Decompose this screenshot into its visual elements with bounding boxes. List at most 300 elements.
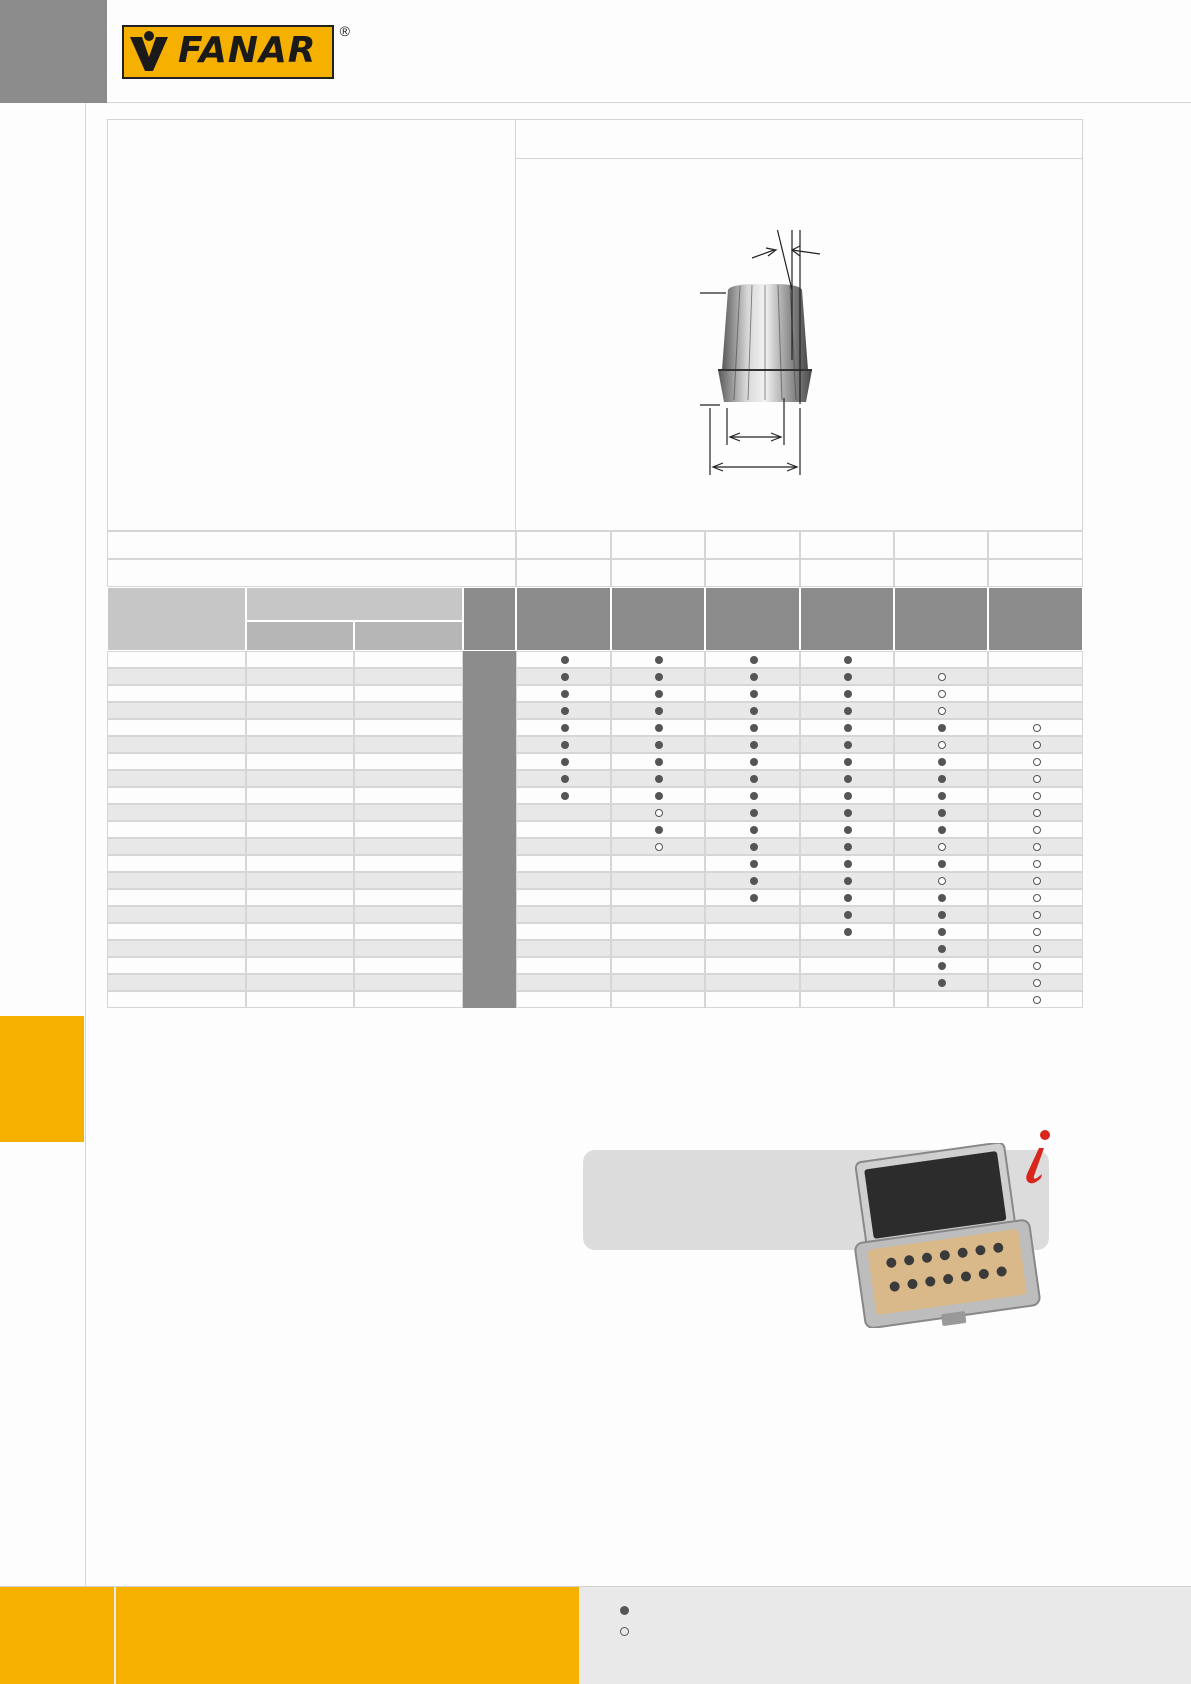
- table-cell: [705, 736, 800, 753]
- filled-circle-icon: [655, 741, 663, 749]
- filled-circle-icon: [844, 724, 852, 732]
- table-cell: [611, 821, 705, 838]
- table-row-size: [463, 719, 516, 736]
- table-cell: [988, 668, 1083, 685]
- table-row-cell: [107, 821, 246, 838]
- table-row-cell: [246, 753, 354, 770]
- table-cell: [516, 991, 611, 1008]
- table-cell: [611, 923, 705, 940]
- table-row-cell: [246, 736, 354, 753]
- filled-circle-icon: [655, 792, 663, 800]
- collet-set-case-image: [840, 1143, 1050, 1328]
- table-row-cell: [354, 855, 463, 872]
- table-cell: [516, 974, 611, 991]
- table-cell: [516, 957, 611, 974]
- table-row-size: [463, 651, 516, 668]
- filled-circle-icon: [655, 673, 663, 681]
- table-cell: [705, 753, 800, 770]
- filled-circle-icon: [655, 826, 663, 834]
- table-cell: [988, 889, 1083, 906]
- table-cell: [611, 838, 705, 855]
- filled-circle-icon: [844, 741, 852, 749]
- table-cell: [705, 889, 800, 906]
- spec-row-label: [107, 559, 516, 587]
- filled-circle-icon: [938, 826, 946, 834]
- table-row-cell: [246, 872, 354, 889]
- logo-wordmark: FANAR: [178, 30, 317, 71]
- filled-circle-icon: [844, 843, 852, 851]
- table-cell: [705, 668, 800, 685]
- spec-row-cell: [516, 531, 611, 559]
- spec-row-cell: [611, 559, 705, 587]
- table-cell: [988, 719, 1083, 736]
- table-row-size: [463, 889, 516, 906]
- header-subcell: [246, 621, 354, 651]
- table-cell: [800, 753, 894, 770]
- filled-circle-icon: [844, 826, 852, 834]
- header-type-column: [611, 587, 705, 651]
- table-cell: [516, 940, 611, 957]
- table-cell: [705, 787, 800, 804]
- filled-circle-icon: [938, 945, 946, 953]
- table-cell: [800, 906, 894, 923]
- table-cell: [988, 838, 1083, 855]
- filled-circle-icon: [750, 724, 758, 732]
- table-row-size: [463, 872, 516, 889]
- table-cell: [516, 702, 611, 719]
- table-row-cell: [246, 651, 354, 668]
- open-circle-icon: [1033, 826, 1041, 834]
- table-row-size: [463, 804, 516, 821]
- table-cell: [516, 685, 611, 702]
- table-row-size: [463, 906, 516, 923]
- filled-circle-icon: [844, 894, 852, 902]
- table-cell: [516, 889, 611, 906]
- footer-page-tab: [0, 1587, 114, 1684]
- table-cell: [800, 736, 894, 753]
- open-circle-icon: [1033, 758, 1041, 766]
- open-circle-icon: [1033, 979, 1041, 987]
- table-cell: [894, 804, 988, 821]
- table-cell: [988, 940, 1083, 957]
- open-circle-icon: [938, 877, 946, 885]
- footer-title-band: [116, 1587, 579, 1684]
- table-row-cell: [107, 855, 246, 872]
- filled-circle-icon: [750, 656, 758, 664]
- filled-circle-icon: [655, 758, 663, 766]
- table-cell: [988, 872, 1083, 889]
- header-group-cell: [246, 587, 463, 621]
- table-row-cell: [246, 838, 354, 855]
- table-row-cell: [107, 685, 246, 702]
- header-type-column: [705, 587, 800, 651]
- filled-circle-icon: [655, 690, 663, 698]
- table-cell: [894, 685, 988, 702]
- table-row-cell: [246, 940, 354, 957]
- spec-row-cell: [705, 559, 800, 587]
- table-cell: [705, 957, 800, 974]
- table-cell: [894, 940, 988, 957]
- table-cell: [611, 770, 705, 787]
- table-cell: [894, 957, 988, 974]
- open-circle-icon: [938, 843, 946, 851]
- table-row-cell: [246, 719, 354, 736]
- logo-v-mark: [124, 27, 174, 77]
- table-cell: [800, 889, 894, 906]
- open-circle-icon: [1033, 945, 1041, 953]
- table-row-cell: [354, 838, 463, 855]
- filled-circle-icon: [844, 758, 852, 766]
- open-circle-icon: [655, 843, 663, 851]
- table-cell: [988, 906, 1083, 923]
- info-icon[interactable]: [1024, 1128, 1054, 1188]
- open-circle-icon: [1033, 843, 1041, 851]
- spec-row-cell: [988, 531, 1083, 559]
- table-cell: [705, 719, 800, 736]
- filled-circle-icon: [938, 860, 946, 868]
- filled-circle-icon: [938, 928, 946, 936]
- table-row-cell: [107, 668, 246, 685]
- table-row-cell: [354, 974, 463, 991]
- filled-circle-icon: [844, 809, 852, 817]
- filled-circle-icon: [561, 741, 569, 749]
- table-cell: [611, 872, 705, 889]
- table-cell: [988, 651, 1083, 668]
- table-cell: [516, 804, 611, 821]
- spec-row-cell: [516, 559, 611, 587]
- open-circle-icon: [1033, 860, 1041, 868]
- spec-row-cell: [800, 531, 894, 559]
- filled-circle-icon: [561, 673, 569, 681]
- corner-block: [0, 0, 107, 103]
- filled-circle-icon: [938, 809, 946, 817]
- registered-mark: ®: [339, 23, 350, 39]
- filled-circle-icon: [750, 673, 758, 681]
- filled-circle-icon: [750, 690, 758, 698]
- header-type-column: [800, 587, 894, 651]
- open-circle-icon: [1033, 741, 1041, 749]
- table-row-cell: [107, 872, 246, 889]
- table-row-cell: [354, 770, 463, 787]
- table-cell: [800, 957, 894, 974]
- filled-circle-icon: [655, 656, 663, 664]
- header-type-column: [516, 587, 611, 651]
- table-cell: [894, 974, 988, 991]
- left-margin-rule: [85, 103, 86, 1587]
- table-row-cell: [107, 889, 246, 906]
- table-cell: [894, 923, 988, 940]
- filled-circle-icon: [655, 775, 663, 783]
- table-row-cell: [107, 804, 246, 821]
- table-row-cell: [246, 770, 354, 787]
- header-type-column: [988, 587, 1083, 651]
- open-circle-icon: [938, 741, 946, 749]
- table-row-cell: [246, 821, 354, 838]
- table-cell: [894, 651, 988, 668]
- table-cell: [800, 651, 894, 668]
- filled-circle-icon: [561, 690, 569, 698]
- table-row-cell: [246, 889, 354, 906]
- table-row-cell: [107, 838, 246, 855]
- table-row-cell: [354, 804, 463, 821]
- table-row-cell: [246, 685, 354, 702]
- table-cell: [516, 872, 611, 889]
- table-cell: [988, 804, 1083, 821]
- table-cell: [611, 719, 705, 736]
- table-cell: [611, 668, 705, 685]
- table-cell: [611, 906, 705, 923]
- spec-row-cell: [894, 559, 988, 587]
- table-row-size: [463, 787, 516, 804]
- table-row-cell: [354, 923, 463, 940]
- table-cell: [516, 736, 611, 753]
- open-circle-icon: [1033, 775, 1041, 783]
- table-row-size: [463, 957, 516, 974]
- spec-row-label: [107, 531, 516, 559]
- table-cell: [894, 770, 988, 787]
- table-row-cell: [354, 787, 463, 804]
- table-cell: [611, 991, 705, 1008]
- table-cell: [800, 872, 894, 889]
- table-cell: [894, 855, 988, 872]
- table-row-cell: [246, 974, 354, 991]
- open-circle-icon: [1033, 724, 1041, 732]
- table-cell: [800, 804, 894, 821]
- filled-circle-icon: [561, 758, 569, 766]
- spec-row-cell: [611, 531, 705, 559]
- open-circle-icon: [1033, 877, 1041, 885]
- filled-circle-icon: [938, 758, 946, 766]
- table-cell: [988, 957, 1083, 974]
- open-circle-icon: [1033, 809, 1041, 817]
- table-cell: [894, 719, 988, 736]
- filled-circle-icon: [844, 877, 852, 885]
- filled-circle-icon: [750, 792, 758, 800]
- filled-circle-icon: [844, 928, 852, 936]
- filled-circle-icon: [844, 656, 852, 664]
- filled-circle-icon: [844, 690, 852, 698]
- open-circle-icon: [655, 809, 663, 817]
- table-cell: [705, 770, 800, 787]
- table-row-cell: [107, 651, 246, 668]
- header-divider: [107, 102, 1191, 103]
- table-cell: [894, 736, 988, 753]
- table-row-size: [463, 991, 516, 1008]
- table-cell: [800, 855, 894, 872]
- table-cell: [611, 804, 705, 821]
- table-row-cell: [107, 991, 246, 1008]
- spec-row-cell: [894, 531, 988, 559]
- table-cell: [516, 923, 611, 940]
- open-circle-icon: [1033, 996, 1041, 1004]
- table-row-cell: [354, 821, 463, 838]
- table-cell: [705, 940, 800, 957]
- filled-circle-icon: [750, 758, 758, 766]
- table-cell: [988, 855, 1083, 872]
- table-cell: [516, 838, 611, 855]
- section-tab[interactable]: [0, 1016, 84, 1142]
- filled-circle-icon: [750, 860, 758, 868]
- open-circle-icon: [1033, 911, 1041, 919]
- table-cell: [705, 974, 800, 991]
- fanar-logo: [122, 23, 350, 79]
- table-row-size: [463, 821, 516, 838]
- filled-circle-icon: [938, 911, 946, 919]
- table-row-cell: [107, 702, 246, 719]
- table-cell: [988, 736, 1083, 753]
- filled-circle-icon: [750, 877, 758, 885]
- legend-filled-circle-icon: [620, 1606, 629, 1615]
- open-circle-icon: [1033, 962, 1041, 970]
- table-cell: [894, 702, 988, 719]
- table-row-cell: [107, 940, 246, 957]
- table-cell: [800, 838, 894, 855]
- table-row-cell: [107, 787, 246, 804]
- spec-row-cell: [705, 531, 800, 559]
- filled-circle-icon: [561, 775, 569, 783]
- table-row-size: [463, 838, 516, 855]
- filled-circle-icon: [844, 792, 852, 800]
- filled-circle-icon: [750, 707, 758, 715]
- table-cell: [894, 787, 988, 804]
- table-cell: [705, 855, 800, 872]
- table-cell: [988, 974, 1083, 991]
- spec-panel: [107, 119, 1083, 531]
- table-row-cell: [354, 702, 463, 719]
- table-cell: [516, 753, 611, 770]
- spec-row-cell: [800, 559, 894, 587]
- table-cell: [894, 991, 988, 1008]
- filled-circle-icon: [844, 673, 852, 681]
- filled-circle-icon: [750, 826, 758, 834]
- table-cell: [611, 940, 705, 957]
- table-cell: [800, 821, 894, 838]
- table-cell: [800, 940, 894, 957]
- table-cell: [611, 787, 705, 804]
- table-row-size: [463, 770, 516, 787]
- table-cell: [800, 719, 894, 736]
- table-cell: [800, 974, 894, 991]
- table-row-cell: [246, 855, 354, 872]
- open-circle-icon: [1033, 792, 1041, 800]
- filled-circle-icon: [938, 724, 946, 732]
- filled-circle-icon: [844, 775, 852, 783]
- table-cell: [800, 668, 894, 685]
- table-row-cell: [246, 923, 354, 940]
- table-cell: [705, 991, 800, 1008]
- table-cell: [611, 957, 705, 974]
- table-cell: [800, 702, 894, 719]
- collet-drawing: [700, 230, 900, 480]
- table-row-size: [463, 974, 516, 991]
- table-cell: [516, 787, 611, 804]
- table-row-cell: [354, 736, 463, 753]
- open-circle-icon: [938, 690, 946, 698]
- filled-circle-icon: [655, 724, 663, 732]
- table-cell: [800, 991, 894, 1008]
- table-cell: [705, 923, 800, 940]
- table-row-size: [463, 923, 516, 940]
- table-cell: [705, 685, 800, 702]
- table-cell: [800, 787, 894, 804]
- table-cell: [988, 770, 1083, 787]
- table-cell: [894, 821, 988, 838]
- spec-row-cell: [988, 559, 1083, 587]
- table-row-cell: [107, 957, 246, 974]
- table-row-size: [463, 940, 516, 957]
- table-row-cell: [354, 940, 463, 957]
- table-row-cell: [354, 889, 463, 906]
- table-row-cell: [354, 906, 463, 923]
- table-cell: [705, 838, 800, 855]
- table-cell: [705, 804, 800, 821]
- table-cell: [705, 906, 800, 923]
- table-row-size: [463, 668, 516, 685]
- table-cell: [611, 651, 705, 668]
- table-row-cell: [246, 787, 354, 804]
- table-cell: [705, 872, 800, 889]
- table-row-cell: [354, 719, 463, 736]
- table-row-cell: [246, 991, 354, 1008]
- table-row-cell: [107, 906, 246, 923]
- table-row-cell: [107, 719, 246, 736]
- table-cell: [800, 685, 894, 702]
- header-type-column: [894, 587, 988, 651]
- table-row-cell: [107, 974, 246, 991]
- open-circle-icon: [1033, 928, 1041, 936]
- header-subcell: [354, 621, 463, 651]
- filled-circle-icon: [750, 894, 758, 902]
- table-cell: [611, 855, 705, 872]
- open-circle-icon: [1033, 894, 1041, 902]
- table-cell: [988, 702, 1083, 719]
- table-row-cell: [107, 923, 246, 940]
- table-cell: [516, 668, 611, 685]
- table-cell: [611, 753, 705, 770]
- table-cell: [516, 906, 611, 923]
- table-row-cell: [354, 651, 463, 668]
- table-row-cell: [246, 957, 354, 974]
- table-row-size: [463, 753, 516, 770]
- table-row-cell: [354, 753, 463, 770]
- table-cell: [894, 753, 988, 770]
- table-cell: [516, 651, 611, 668]
- table-cell: [705, 651, 800, 668]
- header-size-cell: [463, 587, 516, 651]
- table-row-cell: [246, 906, 354, 923]
- table-row-cell: [246, 804, 354, 821]
- table-cell: [611, 974, 705, 991]
- table-cell: [894, 889, 988, 906]
- table-cell: [894, 872, 988, 889]
- table-row-size: [463, 855, 516, 872]
- table-cell: [894, 668, 988, 685]
- open-circle-icon: [938, 673, 946, 681]
- filled-circle-icon: [938, 962, 946, 970]
- spec-panel-divider: [515, 119, 516, 531]
- table-cell: [705, 821, 800, 838]
- table-row-cell: [354, 668, 463, 685]
- table-row-cell: [354, 685, 463, 702]
- table-row-cell: [107, 753, 246, 770]
- filled-circle-icon: [750, 843, 758, 851]
- table-cell: [611, 685, 705, 702]
- filled-circle-icon: [561, 656, 569, 664]
- table-row-size: [463, 736, 516, 753]
- filled-circle-icon: [844, 911, 852, 919]
- table-row-cell: [354, 991, 463, 1008]
- table-row-cell: [354, 957, 463, 974]
